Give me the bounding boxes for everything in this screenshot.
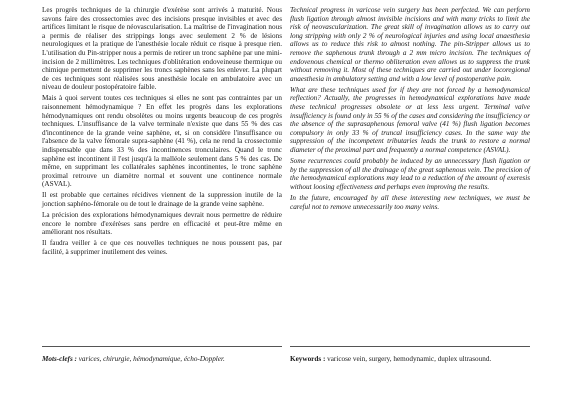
english-paragraph: Some recurrences could probably be induced by an unnecessary flush ligation or by the suppression of all the drainage of the great saphenous vein. The precision of the hemodynamical explorations may lead to a reduction of the amount of exeresis without loosing effectiveness and perhaps even improving the results. xyxy=(290,157,530,191)
keywords-text: varices, chirurgie, hémodynamique, écho-Doppler. xyxy=(78,355,225,363)
keywords-label: Mots-clefs : xyxy=(42,355,77,363)
french-paragraph: Les progrès techniques de la chirurgie d'exérèse sont arrivés à maturité. Nous savons faire des crossectomies avec des incisions presque invisibles et avec des artifices limitant le risque de néovascularisation. La maîtrise de l'invagination nous a permis de réaliser des strippings longs avec seulement 2 % de lésions neurologiques et la pratique de l'anesthésie locale réduit ce risque à presque rien. L'utilisation du Pin-stripper nous a permis de retirer un tronc saphène par une mini-incision de 2 millimètres. Les techniques d'oblitération endoveineuse thermique ou chimique permettent de supprimer les troncs saphènes sans les enlever. La plupart de ces techniques sont réalisées sous anesthésie locale en ambulatoire avec un niveau de douleur postopératoire faible. xyxy=(42,6,282,92)
keywords-text: varicose vein, surgery, hemodynamic, duplex ultrasound. xyxy=(327,355,492,363)
french-keywords xyxy=(42,355,282,364)
divider-rule xyxy=(290,346,530,347)
divider-rule xyxy=(42,346,282,347)
french-paragraph: Mais à quoi servent toutes ces techniques si elles ne sont pas contraintes par un raisonnement hémodynamique ? En effet les progrès dans les explorations hémodynamiques ont rendu obsolètes ou moins urgents beaucoup de ces progrès techniques. L'insuffisance de la valve terminale n'existe que dans 55 % des cas d'incontinence de la grande veine saphène, et, si on considère l'insuffisance ou l'absence de la valve fémorale supra-saphène (41 %), cela ne rend la crossectomie indispensable que dans 33 % des incontinences tronculaires. Quand le tronc saphène est incontinent il l'est jusqu'à la malléole seulement dans 5 % des cas. De même, en supprimant les collatérales saphènes incontinentes, le tronc saphène proximal retrouve un diamètre normal et souvent une continence normale (ASVAL). xyxy=(42,94,282,189)
english-paragraph: What are these techniques used for if they are not forced by a hemodynamical reflection? Actually, the progresses in hemodynamical explorations have made these technical progresses obsolete or at less less urgent. Terminal valve insufficiency is found only in 55 % of the cases and considering the insufficiency or the absence of the suprasaphenous femoral valve (41 %) flush ligation becomes compulsory in only 33 % of truncal insufficiency cases. In the same way the suppression of the incompetent tributaries leads the trunk to restore a normal diameter of the proximal part and frequently a normal competence (ASVAL). xyxy=(290,85,530,154)
french-abstract xyxy=(42,6,282,259)
french-paragraph: Il est probable que certaines récidives viennent de la suppression inutile de la jonction saphéno-fémorale ou de tout le drainage de la grande veine saphène. xyxy=(42,191,282,209)
english-paragraph: In the future, encouraged by all these interesting new techniques, we must be careful not to remove unnecessarily too many veins. xyxy=(290,193,530,211)
english-keywords xyxy=(290,355,530,364)
keywords-label: Keywords : xyxy=(290,355,326,363)
english-paragraph: Technical progress in varicose vein surgery has been perfected. We can perform flush ligation through almost invisible incisions and with many tricks to limit the risk of neovascularization. The great skill of invagination allows us to carry out long stripping with only 2 % of neurological injuries and using local anaesthesia allows us to reduce this risk to almost nothing. The pin-Stripper allows us to remove the saphenous trunk through a 2 mm micro incision. The techniques of endovenous chemical or thermo obliteration even allows us to suppress the trunk without removing it. Most of these techniques are carried out under locoregional anaesthesia in ambulatory setting and with a low level of postoperative pain. xyxy=(290,6,530,83)
french-paragraph: La précision des explorations hémodynamiques devrait nous permettre de réduire encore le nombre d'exérèses sans perdre en efficacité et peut-être même en améliorant nos résultats. xyxy=(42,211,282,237)
english-abstract xyxy=(290,6,530,214)
french-paragraph: Il faudra veiller à ce que ces nouvelles techniques ne nous poussent pas, par facilité, à supprimer inutilement des veines. xyxy=(42,239,282,257)
